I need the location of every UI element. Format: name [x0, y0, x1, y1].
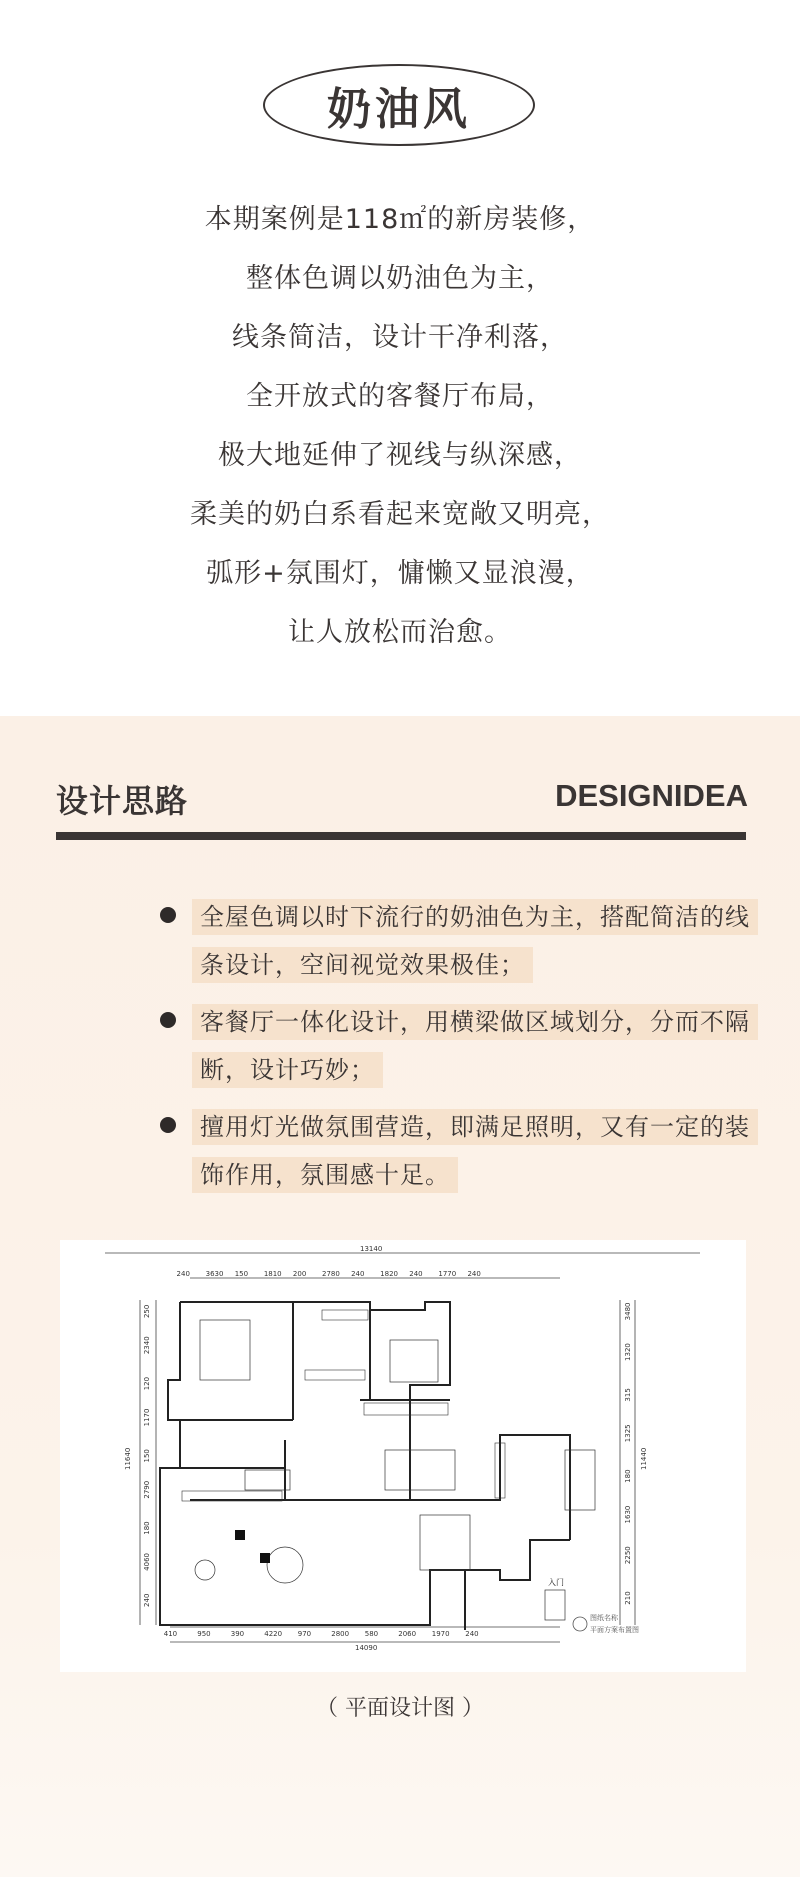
- dimension-label: 180: [624, 1469, 632, 1483]
- dimension-label: 1320: [624, 1343, 632, 1361]
- bullet-item: [192, 893, 752, 989]
- stamp-icon: [573, 1617, 587, 1631]
- dimension-label: 1810: [263, 1270, 282, 1278]
- dimension-label: 4060: [143, 1553, 151, 1571]
- page-title: 奶油风: [327, 84, 471, 135]
- intro-line: 线条简洁，设计干净利落，: [232, 322, 568, 353]
- furniture: [195, 1320, 595, 1620]
- dimension-label: 2060: [398, 1630, 417, 1638]
- intro-text: [0, 190, 800, 662]
- dimension-label: 11440: [640, 1447, 648, 1470]
- stamp-name: 平面方案布置图: [590, 1626, 639, 1634]
- section-title-english: DESIGNIDEA: [555, 778, 748, 813]
- intro-line: 让人放松而治愈。: [288, 617, 512, 648]
- dimension-label: 2340: [143, 1336, 151, 1355]
- dimension-label: 2800: [331, 1630, 350, 1638]
- dimension-label: 1325: [624, 1424, 632, 1443]
- intro-line: 柔美的奶白系看起来宽敞又明亮，: [190, 499, 610, 530]
- dimension-label: 580: [364, 1630, 379, 1638]
- dimension-label: 210: [624, 1591, 632, 1605]
- dimension-label: 2250: [624, 1546, 632, 1565]
- dimension-label: 315: [624, 1388, 632, 1402]
- image-caption: （ 平面设计图 ）: [316, 1696, 484, 1721]
- dimension-label: 1820: [380, 1270, 399, 1278]
- dimension-label: 3480: [624, 1302, 632, 1321]
- bullet-dot-icon: [160, 1012, 176, 1028]
- dimension-label: 410: [163, 1630, 178, 1638]
- dimension-label: 250: [143, 1304, 151, 1319]
- section-divider: [56, 832, 746, 840]
- intro-section: [0, 0, 800, 716]
- dimension-label: 240: [409, 1270, 423, 1278]
- dimension-label: 14090: [355, 1644, 378, 1652]
- bullet-text: 客餐厅一体化设计，用横梁做区域划分，分而不隔断，设计巧妙；: [192, 1004, 758, 1088]
- floor-plan-image: [60, 1240, 746, 1672]
- dimension-label: 180: [143, 1521, 151, 1535]
- bullet-text: 擅用灯光做氛围营造，即满足照明，又有一定的装饰作用，氛围感十足。: [192, 1109, 758, 1193]
- dimension-label: 150: [143, 1449, 151, 1463]
- walls: [160, 1302, 570, 1630]
- floor-plan-drawing: [60, 1240, 746, 1672]
- dimension-label: 200: [292, 1270, 307, 1278]
- intro-line: 全开放式的客餐厅布局，: [246, 381, 554, 412]
- dimension-label: 2780: [322, 1270, 340, 1278]
- bullet-item: [192, 998, 752, 1094]
- dimension-label: 4220: [264, 1630, 283, 1638]
- bullet-text: 全屋色调以时下流行的奶油色为主，搭配简洁的线条设计，空间视觉效果极佳；: [192, 899, 758, 983]
- dimension-label: 240: [176, 1270, 190, 1278]
- dimension-label: 120: [143, 1376, 151, 1391]
- dimension-label: 240: [465, 1630, 479, 1638]
- dimension-label: 1630: [624, 1505, 632, 1524]
- light-fixture-icon: [260, 1553, 270, 1563]
- dimension-label: 1970: [431, 1630, 450, 1638]
- section-title: 设计思路: [56, 782, 189, 820]
- dimension-label: 150: [234, 1270, 249, 1278]
- cabinets: [182, 1310, 505, 1501]
- bullet-dot-icon: [160, 1117, 176, 1133]
- title-oval: [263, 64, 535, 146]
- dimension-label: 950: [197, 1630, 211, 1638]
- dimension-label: 11640: [124, 1447, 132, 1470]
- dimension-label: 1170: [143, 1408, 151, 1427]
- entry-label: 入门: [548, 1578, 564, 1587]
- dimension-label: 970: [297, 1630, 312, 1638]
- dimension-label: 240: [143, 1593, 151, 1607]
- dimension-label: 13140: [360, 1245, 383, 1253]
- intro-line: 整体色调以奶油色为主，: [246, 263, 554, 294]
- intro-line: 极大地延伸了视线与纵深感，: [218, 440, 582, 471]
- dimension-label: 390: [230, 1630, 245, 1638]
- bullet-item: [192, 1103, 752, 1199]
- bullet-list: [192, 893, 752, 1208]
- intro-line: 弧形+氛围灯，慵懒又显浪漫，: [206, 558, 594, 589]
- stamp-label: 图纸名称: [590, 1614, 618, 1622]
- dimension-label: 240: [467, 1270, 481, 1278]
- dimension-label: 240: [351, 1270, 365, 1278]
- intro-line: 本期案例是118㎡的新房装修，: [204, 204, 596, 235]
- dimension-label: 2790: [143, 1480, 151, 1499]
- dimension-label: 3630: [205, 1270, 224, 1278]
- light-fixture-icon: [235, 1530, 245, 1540]
- bullet-dot-icon: [160, 907, 176, 923]
- dimension-label: 1770: [438, 1270, 457, 1278]
